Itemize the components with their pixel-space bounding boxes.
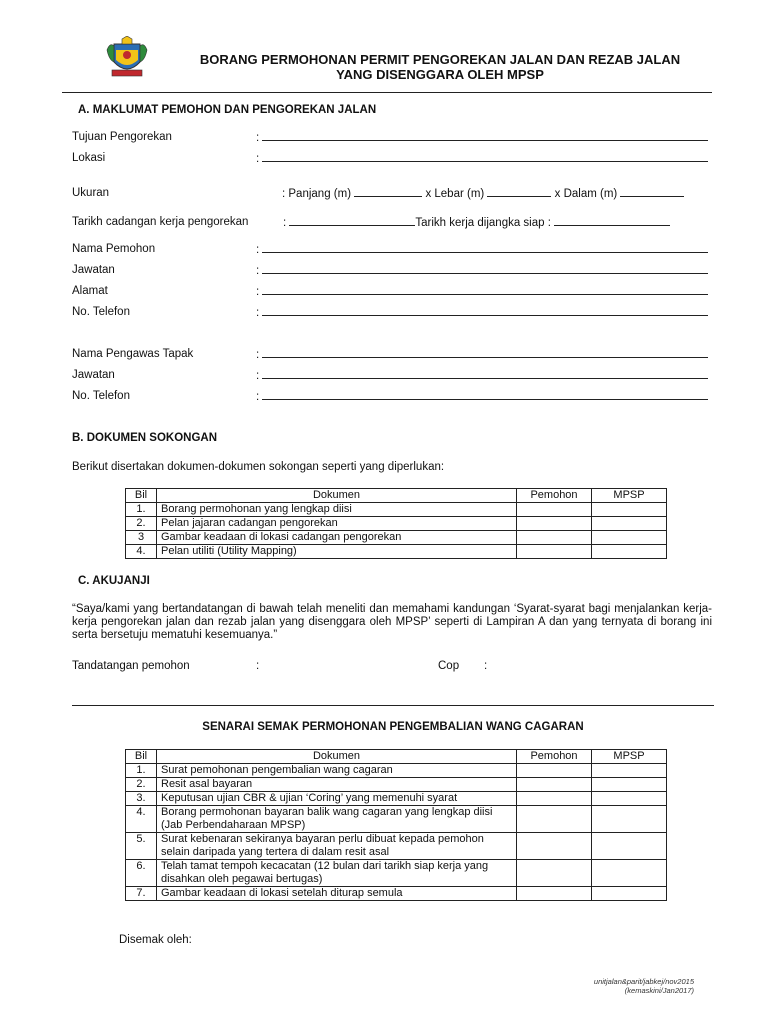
mpsp-check-cell[interactable]	[592, 778, 667, 792]
mpsp-check-cell[interactable]	[592, 806, 667, 833]
field-tarikh-cadangan[interactable]: : Tarikh kerja dijangka siap :	[283, 216, 670, 229]
row-dokumen: Pelan jajaran cadangan pengorekan	[157, 517, 517, 531]
field-tujuan[interactable]: :	[256, 131, 708, 144]
section-c-heading: C. AKUJANJI	[78, 575, 150, 587]
table-row	[126, 517, 667, 531]
pemohon-check-cell[interactable]	[517, 833, 592, 860]
pemohon-check-cell[interactable]	[517, 503, 592, 517]
table-row	[126, 860, 667, 887]
footer-reference	[480, 977, 694, 995]
row-dokumen: Keputusan ujian CBR & ujian ‘Coring’ yang memenuhi syarat	[157, 792, 517, 806]
table-row	[126, 792, 667, 806]
mpsp-check-cell[interactable]	[592, 545, 667, 559]
footer-line-1: unitjalan&parit/jabkej/nov2015	[593, 977, 694, 986]
col-mpsp: MPSP	[592, 750, 667, 764]
section-divider	[72, 705, 714, 706]
pemohon-check-cell[interactable]	[517, 778, 592, 792]
row-bil: 7.	[126, 887, 157, 901]
label-tarikh-cadangan: Tarikh cadangan kerja pengorekan	[72, 216, 249, 228]
field-nama-pemohon[interactable]: :	[256, 243, 708, 256]
label-jawatan-pengawas: Jawatan	[72, 369, 115, 381]
field-nama-pengawas[interactable]: :	[256, 348, 708, 361]
field-no-telefon[interactable]: :	[256, 306, 708, 319]
table-row	[126, 764, 667, 778]
label-cop: Cop	[438, 660, 460, 672]
label-jawatan: Jawatan	[72, 264, 115, 276]
row-dokumen: Surat kebenaran sekiranya bayaran perlu dibuat kepada pemohon selain daripada yang tertera di dalam resit asal	[157, 833, 517, 860]
row-dokumen: Telah tamat tempoh kecacatan (12 bulan dari tarikh siap kerja yang disahkan oleh pegawai bertugas)	[157, 860, 517, 887]
field-jawatan[interactable]: :	[256, 264, 708, 277]
table-header-row	[126, 489, 667, 503]
row-dokumen: Gambar keadaan di lokasi setelah diturap semula	[157, 887, 517, 901]
row-bil: 2.	[126, 517, 157, 531]
label-tujuan: Tujuan Pengorekan	[72, 131, 172, 143]
field-no-telefon-pengawas[interactable]: :	[256, 390, 708, 403]
label-ukuran: Ukuran	[72, 187, 110, 199]
pemohon-check-cell[interactable]	[517, 887, 592, 901]
tandatangan-field[interactable]: :	[256, 660, 260, 672]
pemohon-check-cell[interactable]	[517, 545, 592, 559]
refund-checklist-table	[125, 749, 667, 901]
field-lokasi[interactable]: :	[256, 152, 708, 165]
supporting-documents-table	[125, 488, 667, 559]
row-dokumen: Gambar keadaan di lokasi cadangan pengorekan	[157, 531, 517, 545]
label-lokasi: Lokasi	[72, 152, 106, 164]
mpsp-check-cell[interactable]	[592, 833, 667, 860]
cop-field[interactable]: :	[484, 660, 488, 672]
mpsp-check-cell[interactable]	[592, 503, 667, 517]
row-bil: 4.	[126, 545, 157, 559]
row-dokumen: Borang permohonan yang lengkap diisi	[157, 503, 517, 517]
pemohon-check-cell[interactable]	[517, 764, 592, 778]
field-alamat[interactable]: :	[256, 285, 708, 298]
col-dokumen: Dokumen	[157, 489, 517, 503]
akujanji-statement: “Saya/kami yang bertandatangan di bawah telah meneliti dan memahami kandungan ‘Syarat-syarat bagi menjalankan kerja-kerja pengorekan jalan dan rezab jalan yang disenggara oleh MPSP’ seperti di Lampiran A dan yang ternyata di borang ini serta bersetuju mematuhi kesemuanya.”	[72, 603, 712, 641]
header-divider	[62, 92, 712, 93]
label-nama-pengawas: Nama Pengawas Tapak	[72, 348, 194, 360]
row-bil: 5.	[126, 833, 157, 860]
section-a-heading: A. MAKLUMAT PEMOHON DAN PENGOREKAN JALAN	[78, 104, 377, 116]
row-dokumen: Resit asal bayaran	[157, 778, 517, 792]
pemohon-check-cell[interactable]	[517, 792, 592, 806]
pemohon-check-cell[interactable]	[517, 806, 592, 833]
disemak-oleh: Disemak oleh:	[119, 934, 192, 946]
checklist-heading: SENARAI SEMAK PERMOHONAN PENGEMBALIAN WANG CAGARAN	[202, 721, 584, 733]
col-dokumen: Dokumen	[157, 750, 517, 764]
table-row	[126, 503, 667, 517]
label-nama-pemohon: Nama Pemohon	[72, 243, 156, 255]
label-no-telefon-pengawas: No. Telefon	[72, 390, 130, 402]
section-b-intro: Berikut disertakan dokumen-dokumen sokongan seperti yang diperlukan:	[72, 461, 445, 473]
label-tandatangan: Tandatangan pemohon	[72, 660, 190, 672]
table-header-row	[126, 750, 667, 764]
table-row	[126, 887, 667, 901]
row-dokumen: Pelan utiliti (Utility Mapping)	[157, 545, 517, 559]
table-row	[126, 833, 667, 860]
col-pemohon: Pemohon	[517, 750, 592, 764]
mpsp-check-cell[interactable]	[592, 517, 667, 531]
row-bil: 1.	[126, 764, 157, 778]
section-b-heading: B. DOKUMEN SOKONGAN	[72, 432, 218, 444]
col-mpsp: MPSP	[592, 489, 667, 503]
col-bil: Bil	[126, 750, 157, 764]
table-row	[126, 531, 667, 545]
field-ukuran[interactable]: : Panjang (m) x Lebar (m) x Dalam (m)	[282, 187, 684, 200]
pemohon-check-cell[interactable]	[517, 860, 592, 887]
pemohon-check-cell[interactable]	[517, 517, 592, 531]
mpsp-check-cell[interactable]	[592, 792, 667, 806]
form-title-line-1: BORANG PERMOHONAN PERMIT PENGOREKAN JALAN DAN REZAB JALAN	[199, 52, 681, 67]
table-row	[126, 806, 667, 833]
mpsp-check-cell[interactable]	[592, 764, 667, 778]
col-pemohon: Pemohon	[517, 489, 592, 503]
row-bil: 2.	[126, 778, 157, 792]
row-dokumen: Borang permohonan bayaran balik wang cagaran yang lengkap diisi (Jab Perbendaharaan MPSP)	[157, 806, 517, 833]
row-bil: 3.	[126, 792, 157, 806]
row-bil: 3	[126, 531, 157, 545]
row-bil: 1.	[126, 503, 157, 517]
field-jawatan-pengawas[interactable]: :	[256, 369, 708, 382]
footer-line-2: (kemaskini/Jan2017)	[624, 986, 694, 995]
col-bil: Bil	[126, 489, 157, 503]
pemohon-check-cell[interactable]	[517, 531, 592, 545]
row-bil: 4.	[126, 806, 157, 833]
row-dokumen: Surat pemohonan pengembalian wang cagaran	[157, 764, 517, 778]
table-row	[126, 778, 667, 792]
form-title-line-2: YANG DISENGGARA OLEH MPSP	[336, 67, 544, 82]
table-row	[126, 545, 667, 559]
label-no-telefon: No. Telefon	[72, 306, 130, 318]
mpsp-check-cell[interactable]	[592, 860, 667, 887]
mpsp-check-cell[interactable]	[592, 887, 667, 901]
label-alamat: Alamat	[72, 285, 108, 297]
mpsp-check-cell[interactable]	[592, 531, 667, 545]
row-bil: 6.	[126, 860, 157, 887]
